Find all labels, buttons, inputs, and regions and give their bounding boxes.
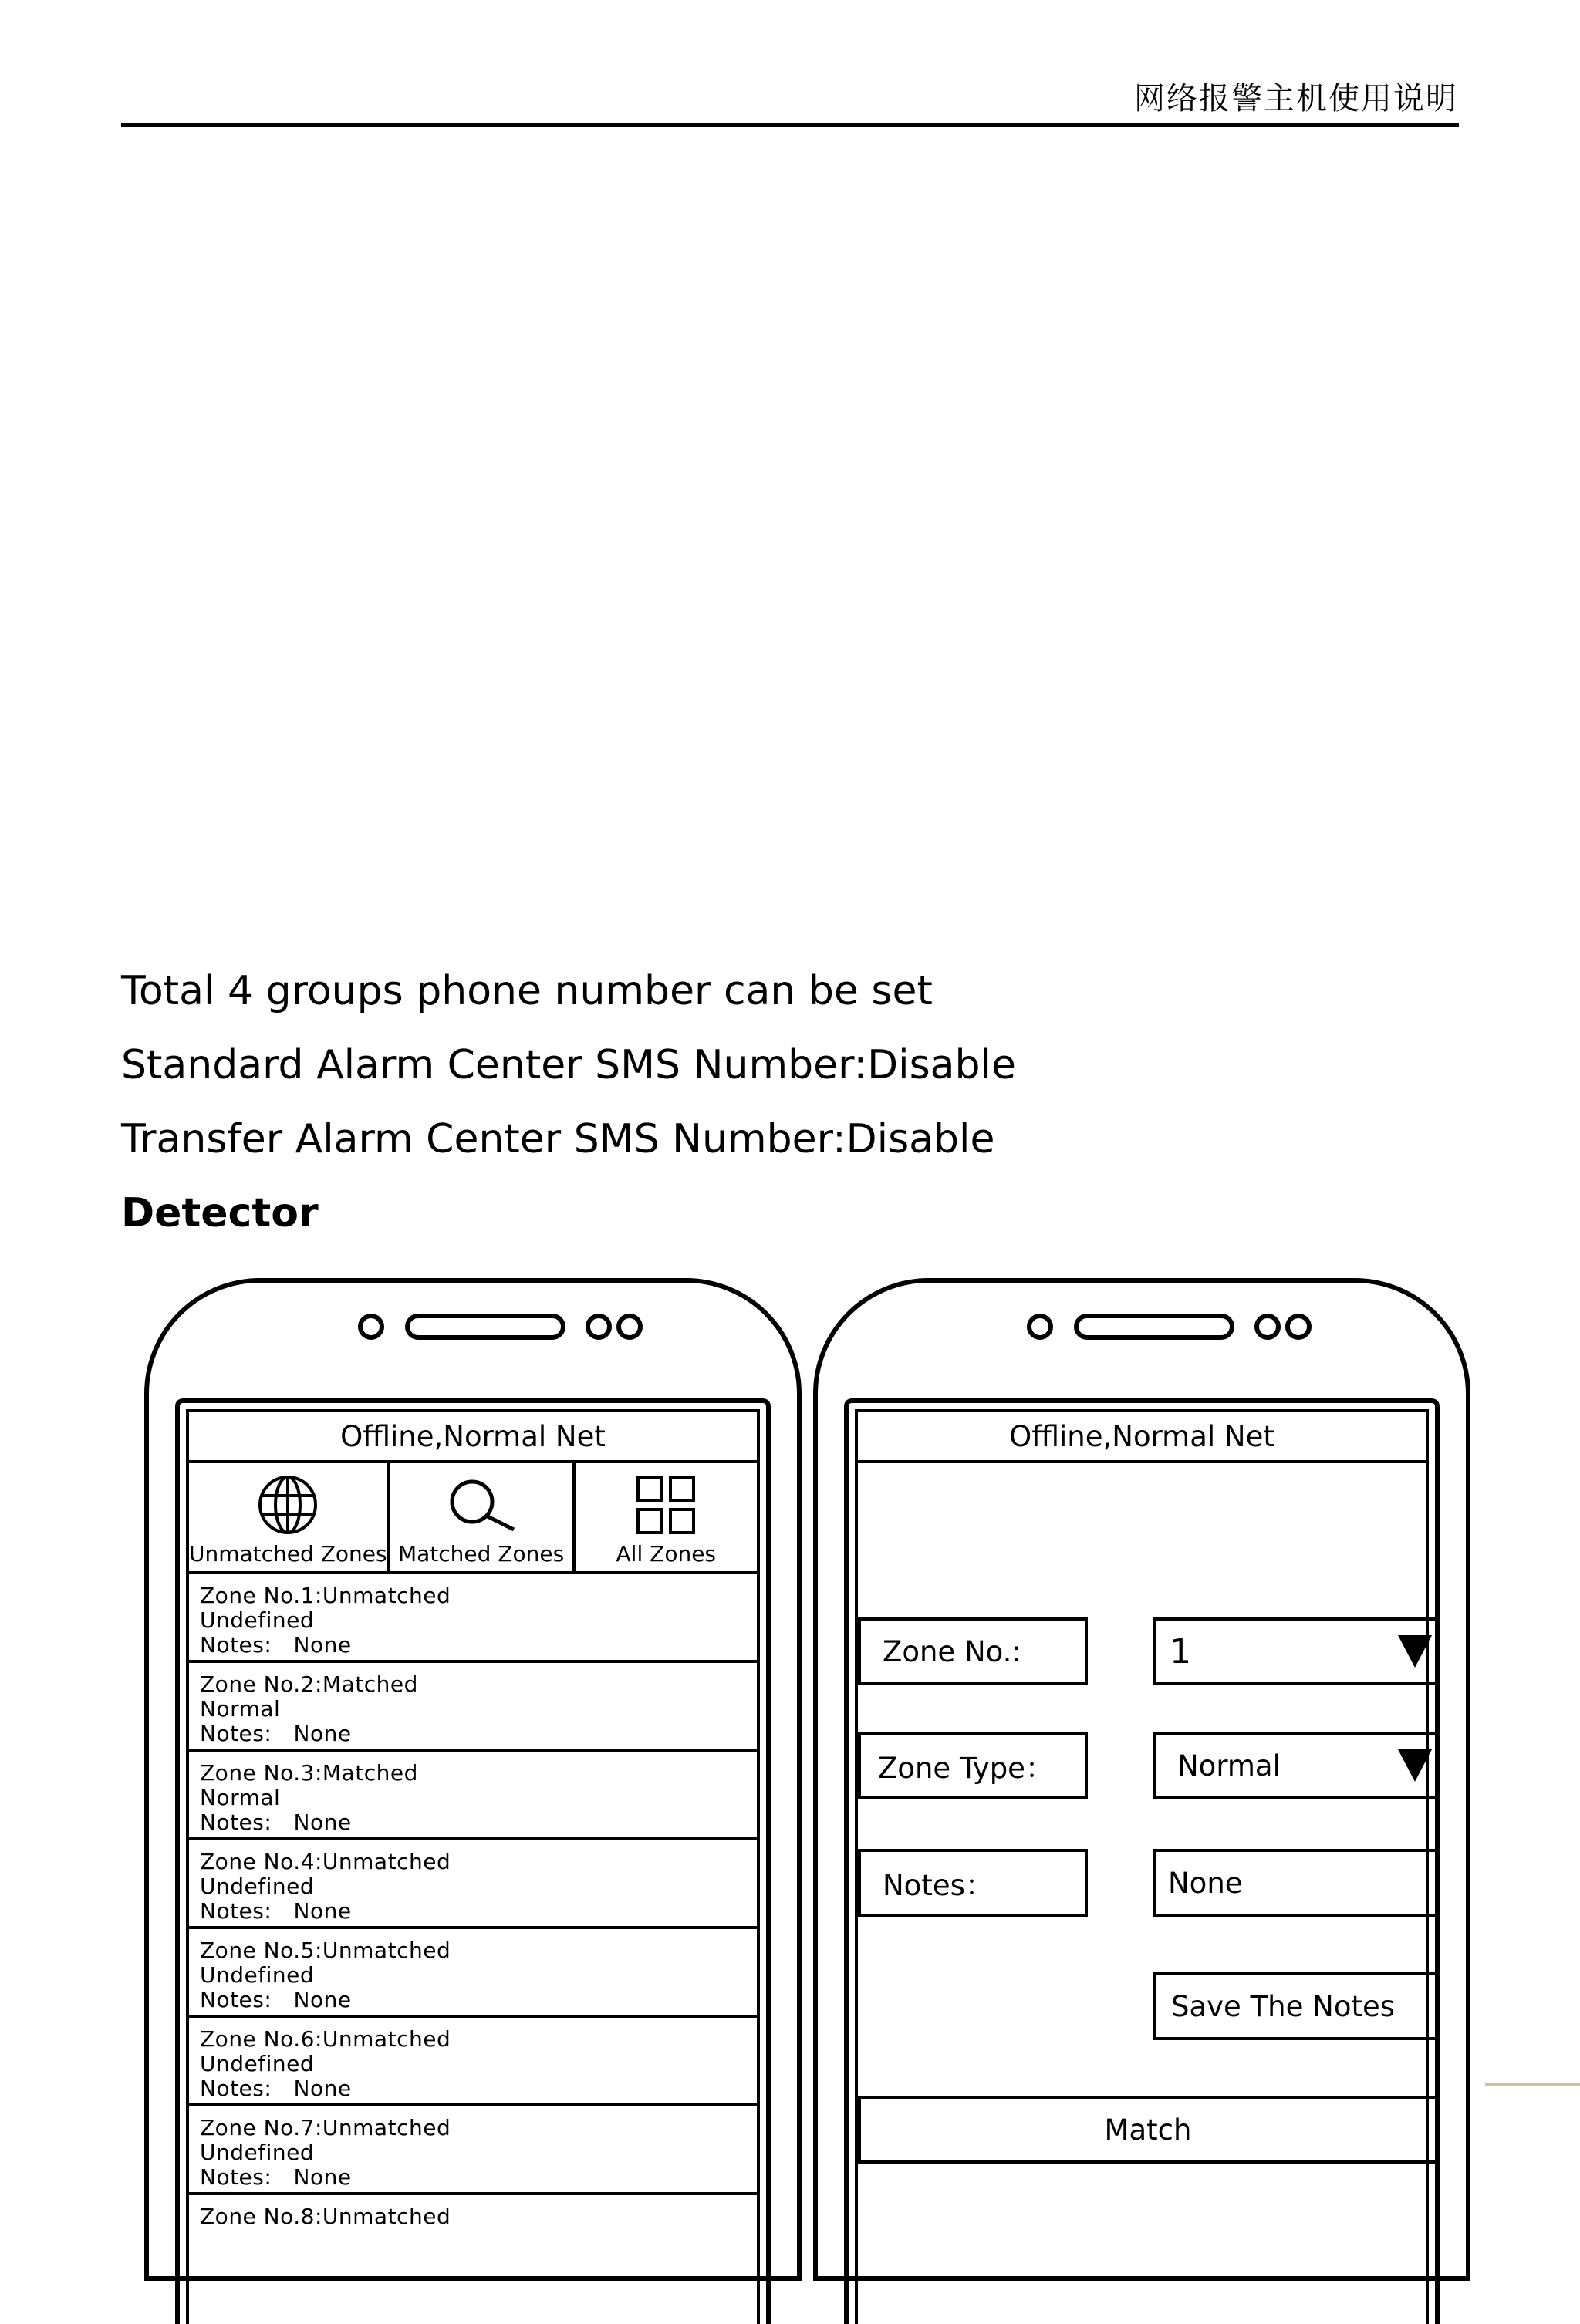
sensor-dot [616, 1314, 643, 1340]
zone-notes: Notes: None [200, 1810, 352, 1835]
chevron-down-icon [1398, 1749, 1432, 1782]
zone-list-item[interactable] [189, 1840, 757, 1929]
zone-title: Zone No.1:Unmatched [200, 1583, 451, 1608]
zone-list-item[interactable] [189, 2106, 757, 2195]
notes-label: Notes： [858, 1849, 1088, 1917]
zone-notes: Notes: None [200, 2076, 352, 2101]
zone-title: Zone No.8:Unmatched [200, 2204, 451, 2229]
zone-filter-tabs [189, 1463, 757, 1574]
zone-notes: Notes: None [200, 1721, 352, 1746]
zone-type: Undefined [200, 2051, 315, 2076]
save-notes-button[interactable]: Save The Notes [1153, 1972, 1438, 2040]
zone-title: Zone No.4:Unmatched [200, 1849, 451, 1874]
speaker-grille [1074, 1314, 1234, 1340]
paragraph-phone-groups: Total 4 groups phone number can be set [121, 968, 933, 1014]
tab-unmatched-zones[interactable] [189, 1463, 387, 1571]
sensor-dot [586, 1314, 612, 1340]
tab-label: Unmatched Zones [189, 1541, 387, 1567]
zone-no-label: Zone No.: [858, 1617, 1088, 1685]
search-icon [443, 1474, 520, 1539]
zone-type: Undefined [200, 2140, 315, 2165]
header-title: 网络报警主机使用说明 [1134, 81, 1458, 116]
sensor-dot [1285, 1314, 1312, 1340]
zone-type: Undefined [200, 1962, 315, 1988]
zone-title: Zone No.2:Matched [200, 1671, 418, 1697]
chevron-down-icon [1398, 1635, 1432, 1668]
zone-list-item[interactable] [189, 2195, 757, 2284]
speaker-grille [405, 1314, 565, 1340]
tab-matched-zones[interactable] [387, 1463, 572, 1571]
phone-zone-list [144, 1278, 802, 2281]
screen-frame [175, 1398, 771, 2324]
status-bar: Offline,Normal Net [189, 1412, 757, 1463]
zone-list-item[interactable] [189, 1574, 757, 1663]
screen-frame [844, 1398, 1440, 2324]
header-rule [121, 123, 1459, 127]
zone-type: Undefined [200, 1607, 315, 1633]
zone-list-item[interactable] [189, 1663, 757, 1752]
tab-label: All Zones [616, 1541, 717, 1567]
zone-notes: Notes: None [200, 2164, 352, 2190]
margin-marker [1485, 2083, 1580, 2086]
zone-list-item[interactable] [189, 2018, 757, 2106]
tab-all-zones[interactable] [572, 1463, 757, 1571]
zone-list-item[interactable] [189, 1752, 757, 1840]
zone-title: Zone No.7:Unmatched [200, 2115, 451, 2140]
sensor-dot [1254, 1314, 1281, 1340]
zone-title: Zone No.6:Unmatched [200, 2026, 451, 2052]
screen [855, 1409, 1429, 2324]
zone-title: Zone No.5:Unmatched [200, 1938, 451, 1963]
paragraph-standard-sms: Standard Alarm Center SMS Number:Disable [121, 1042, 1016, 1088]
tab-label: Matched Zones [397, 1541, 565, 1567]
front-camera [1027, 1314, 1053, 1340]
zone-no-select[interactable] [1153, 1617, 1438, 1685]
zone-type-select[interactable] [1153, 1732, 1438, 1799]
zone-type-label: Zone Type： [858, 1732, 1088, 1799]
zone-list-item[interactable] [189, 1929, 757, 2018]
match-button[interactable]: Match [858, 2096, 1438, 2164]
zone-notes: Notes: None [200, 1987, 352, 2012]
zone-type: Undefined [200, 1874, 315, 1899]
notes-input[interactable]: None [1153, 1849, 1438, 1917]
zone-notes: Notes: None [200, 1632, 352, 1658]
zone-title: Zone No.3:Matched [200, 1760, 418, 1786]
paragraph-transfer-sms: Transfer Alarm Center SMS Number:Disable [121, 1116, 995, 1162]
front-camera [358, 1314, 384, 1340]
phone-zone-detail [813, 1278, 1470, 2281]
screen [186, 1409, 760, 2324]
zone-notes: Notes: None [200, 1898, 352, 1924]
section-heading: Detector [121, 1190, 319, 1236]
zone-type: Normal [200, 1696, 281, 1722]
status-bar: Offline,Normal Net [858, 1412, 1426, 1463]
zone-type-value: Normal [1177, 1749, 1281, 1783]
grid-icon [635, 1474, 697, 1539]
zone-type: Normal [200, 1785, 281, 1810]
globe-icon [257, 1474, 319, 1539]
zone-no-value: 1 [1170, 1631, 1191, 1671]
